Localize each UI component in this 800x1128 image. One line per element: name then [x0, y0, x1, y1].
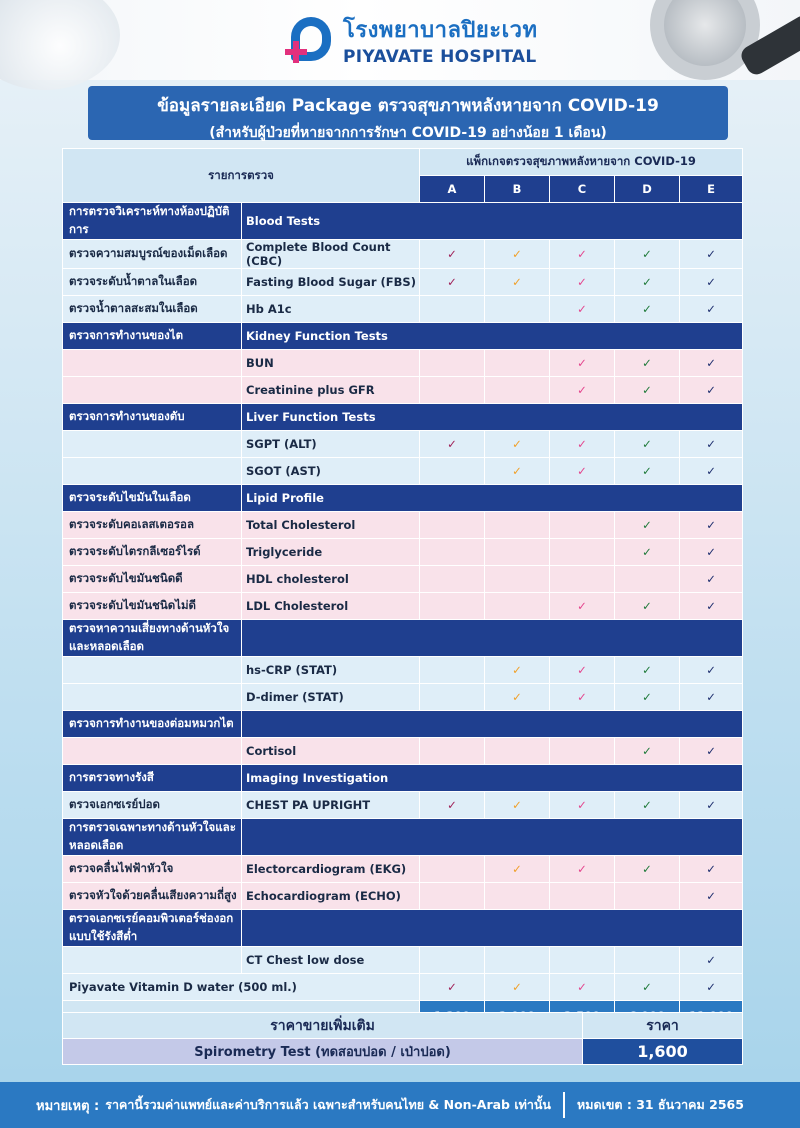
- check-cell-a: [420, 350, 485, 377]
- check-icon: ✓: [706, 247, 716, 261]
- check-cell-e: [680, 738, 743, 765]
- package-table: [62, 148, 743, 1031]
- check-cell-a: [420, 856, 485, 883]
- check-cell-d: [615, 974, 680, 1001]
- package-letter-a: A: [420, 176, 485, 203]
- check-icon: ✓: [447, 798, 457, 812]
- test-name-english: Creatinine plus GFR: [242, 377, 420, 404]
- check-icon: ✓: [512, 798, 522, 812]
- check-cell-e: [680, 684, 743, 711]
- check-icon: ✓: [706, 572, 716, 586]
- test-row: [63, 593, 743, 620]
- expiry-date: หมดเขต : 31 ธันวาคม 2565: [576, 1097, 744, 1112]
- check-icon: ✓: [706, 953, 716, 967]
- test-name-thai: ตรวจเอกซเรย์ปอด: [63, 792, 242, 819]
- check-icon: ✓: [577, 275, 587, 289]
- check-icon: ✓: [512, 663, 522, 677]
- test-name-english: HDL cholesterol: [242, 566, 420, 593]
- section-title-english: Kidney Function Tests: [242, 323, 743, 350]
- check-cell-a: [420, 269, 485, 296]
- test-row: [63, 792, 743, 819]
- section-title-english: Liver Function Tests: [242, 404, 743, 431]
- check-cell-e: [680, 458, 743, 485]
- check-icon: ✓: [706, 545, 716, 559]
- vitamin-label: Piyavate Vitamin D water (500 ml.): [63, 974, 420, 1001]
- test-name-english: Total Cholesterol: [242, 512, 420, 539]
- logo-english-name: PIYAVATE HOSPITAL: [343, 47, 537, 67]
- check-cell-b: [485, 240, 550, 269]
- check-icon: ✓: [642, 356, 652, 370]
- check-icon: ✓: [642, 980, 652, 994]
- section-title-thai: ตรวจการทำงานของไต: [63, 323, 242, 350]
- check-cell-c: [550, 792, 615, 819]
- check-cell-c: [550, 350, 615, 377]
- check-cell-d: [615, 296, 680, 323]
- test-name-english: Fasting Blood Sugar (FBS): [242, 269, 420, 296]
- test-name-english: Cortisol: [242, 738, 420, 765]
- note-label: หมายเหตุ :: [36, 1098, 100, 1114]
- section-title-thai: การตรวจทางรังสี: [63, 765, 242, 792]
- test-name-english: Electorcardiogram (EKG): [242, 856, 420, 883]
- footer-note-bar: [0, 1082, 800, 1128]
- section-header-row: [63, 203, 743, 240]
- check-cell-c: [550, 684, 615, 711]
- check-icon: ✓: [642, 744, 652, 758]
- check-icon: ✓: [577, 356, 587, 370]
- check-cell-c: [550, 512, 615, 539]
- check-cell-e: [680, 377, 743, 404]
- section-header-row: [63, 404, 743, 431]
- check-cell-d: [615, 792, 680, 819]
- check-cell-a: [420, 539, 485, 566]
- check-icon: ✓: [706, 518, 716, 532]
- check-icon: ✓: [577, 383, 587, 397]
- check-cell-b: [485, 657, 550, 684]
- test-name-thai: ตรวจความสมบูรณ์ของเม็ดเลือด: [63, 240, 242, 269]
- check-cell-b: [485, 883, 550, 910]
- test-row: [63, 296, 743, 323]
- check-icon: ✓: [447, 980, 457, 994]
- test-row: [63, 458, 743, 485]
- check-cell-a: [420, 974, 485, 1001]
- check-icon: ✓: [706, 464, 716, 478]
- section-title-thai: ตรวจการทำงานของตับ: [63, 404, 242, 431]
- test-row: [63, 431, 743, 458]
- test-row: [63, 883, 743, 910]
- check-icon: ✓: [512, 862, 522, 876]
- check-icon: ✓: [642, 383, 652, 397]
- check-cell-d: [615, 684, 680, 711]
- check-cell-c: [550, 738, 615, 765]
- title-box: [88, 86, 728, 140]
- test-row: [63, 738, 743, 765]
- section-header-row: [63, 323, 743, 350]
- check-cell-d: [615, 350, 680, 377]
- check-cell-a: [420, 738, 485, 765]
- test-name-thai: [63, 431, 242, 458]
- check-icon: ✓: [642, 798, 652, 812]
- section-title-english: Imaging Investigation: [242, 765, 743, 792]
- test-name-english: SGPT (ALT): [242, 431, 420, 458]
- check-cell-b: [485, 458, 550, 485]
- page-subtitle: (สำหรับผู้ป่วยที่หายจากการรักษา COVID-19 อย่างน้อย 1 เดือน): [209, 125, 607, 141]
- test-row: [63, 240, 743, 269]
- test-name-thai: ตรวจคลื่นไฟฟ้าหัวใจ: [63, 856, 242, 883]
- test-name-english: D-dimer (STAT): [242, 684, 420, 711]
- check-cell-a: [420, 883, 485, 910]
- test-name-thai: [63, 657, 242, 684]
- spirometry-item: Spirometry Test (ทดสอบปอด / เป่าปอด): [63, 1039, 583, 1065]
- note-text: ราคานี้รวมค่าแพทย์และค่าบริการแล้ว เฉพาะสำหรับคนไทย & Non-Arab เท่านั้น: [105, 1097, 551, 1112]
- check-cell-b: [485, 431, 550, 458]
- section-title-english: [242, 910, 743, 947]
- test-name-english: Hb A1c: [242, 296, 420, 323]
- check-cell-c: [550, 883, 615, 910]
- test-name-english: Echocardiogram (ECHO): [242, 883, 420, 910]
- check-cell-d: [615, 657, 680, 684]
- test-name-thai: [63, 350, 242, 377]
- check-icon: ✓: [642, 545, 652, 559]
- check-cell-b: [485, 377, 550, 404]
- check-icon: ✓: [642, 464, 652, 478]
- section-title-thai: ตรวจเอกซเรย์คอมพิวเตอร์ช่องอกแบบใช้รังสีต่ำ: [63, 910, 242, 947]
- test-name-thai: [63, 377, 242, 404]
- check-cell-b: [485, 269, 550, 296]
- check-icon: ✓: [577, 599, 587, 613]
- check-icon: ✓: [706, 663, 716, 677]
- check-cell-e: [680, 350, 743, 377]
- check-cell-e: [680, 974, 743, 1001]
- test-name-thai: ตรวจระดับไตรกลีเซอร์ไรด์: [63, 539, 242, 566]
- check-icon: ✓: [512, 247, 522, 261]
- additional-price-table: [62, 1012, 743, 1065]
- logo-thai-name: โรงพยาบาลปิยะเวท: [343, 18, 538, 43]
- check-cell-b: [485, 792, 550, 819]
- check-cell-a: [420, 512, 485, 539]
- test-name-english: CT Chest low dose: [242, 947, 420, 974]
- check-icon: ✓: [642, 690, 652, 704]
- check-cell-b: [485, 684, 550, 711]
- check-icon: ✓: [706, 980, 716, 994]
- check-cell-b: [485, 974, 550, 1001]
- vitamin-row: [63, 974, 743, 1001]
- test-name-thai: ตรวจระดับน้ำตาลในเลือด: [63, 269, 242, 296]
- test-row: [63, 657, 743, 684]
- check-icon: ✓: [642, 302, 652, 316]
- test-name-english: Complete Blood Count (CBC): [242, 240, 420, 269]
- check-icon: ✓: [642, 862, 652, 876]
- section-header-row: [63, 819, 743, 856]
- check-cell-e: [680, 883, 743, 910]
- test-name-english: Triglyceride: [242, 539, 420, 566]
- check-icon: ✓: [512, 980, 522, 994]
- check-cell-e: [680, 947, 743, 974]
- check-cell-b: [485, 512, 550, 539]
- check-icon: ✓: [577, 862, 587, 876]
- test-name-english: hs-CRP (STAT): [242, 657, 420, 684]
- check-icon: ✓: [706, 437, 716, 451]
- test-name-english: BUN: [242, 350, 420, 377]
- test-name-english: CHEST PA UPRIGHT: [242, 792, 420, 819]
- check-cell-c: [550, 657, 615, 684]
- check-cell-c: [550, 856, 615, 883]
- check-cell-a: [420, 792, 485, 819]
- check-cell-a: [420, 657, 485, 684]
- check-cell-b: [485, 539, 550, 566]
- package-letter-b: B: [485, 176, 550, 203]
- check-icon: ✓: [447, 437, 457, 451]
- section-title-english: [242, 620, 743, 657]
- check-icon: ✓: [577, 464, 587, 478]
- check-cell-a: [420, 566, 485, 593]
- check-cell-d: [615, 856, 680, 883]
- check-cell-c: [550, 377, 615, 404]
- check-cell-e: [680, 269, 743, 296]
- check-icon: ✓: [447, 275, 457, 289]
- check-icon: ✓: [577, 798, 587, 812]
- check-icon: ✓: [706, 356, 716, 370]
- check-cell-c: [550, 269, 615, 296]
- check-cell-a: [420, 296, 485, 323]
- check-icon: ✓: [706, 744, 716, 758]
- check-cell-d: [615, 539, 680, 566]
- check-icon: ✓: [577, 247, 587, 261]
- test-row: [63, 684, 743, 711]
- check-icon: ✓: [577, 437, 587, 451]
- additional-price-header: ราคาขายเพิ่มเติม: [63, 1013, 583, 1039]
- check-icon: ✓: [706, 383, 716, 397]
- check-cell-c: [550, 566, 615, 593]
- check-cell-e: [680, 792, 743, 819]
- check-cell-a: [420, 458, 485, 485]
- check-cell-b: [485, 350, 550, 377]
- check-cell-b: [485, 947, 550, 974]
- test-name-thai: ตรวจระดับคอเลสเตอรอล: [63, 512, 242, 539]
- test-row: [63, 947, 743, 974]
- check-cell-c: [550, 240, 615, 269]
- check-icon: ✓: [642, 663, 652, 677]
- section-title-english: [242, 819, 743, 856]
- package-letter-e: E: [680, 176, 743, 203]
- footer-divider: [563, 1092, 565, 1118]
- check-cell-d: [615, 738, 680, 765]
- test-name-thai: ตรวจระดับไขมันชนิดดี: [63, 566, 242, 593]
- check-icon: ✓: [512, 690, 522, 704]
- check-icon: ✓: [447, 247, 457, 261]
- check-icon: ✓: [642, 518, 652, 532]
- check-cell-e: [680, 539, 743, 566]
- check-icon: ✓: [706, 889, 716, 903]
- check-cell-d: [615, 431, 680, 458]
- check-cell-d: [615, 269, 680, 296]
- section-header-row: [63, 910, 743, 947]
- test-name-thai: ตรวจระดับไขมันชนิดไม่ดี: [63, 593, 242, 620]
- check-cell-a: [420, 240, 485, 269]
- section-title-thai: การตรวจวิเคราะห์ทางห้องปฏิบัติการ: [63, 203, 242, 240]
- hospital-logo: [285, 12, 537, 67]
- section-header-row: [63, 765, 743, 792]
- check-cell-e: [680, 566, 743, 593]
- section-title-thai: การตรวจเฉพาะทางด้านหัวใจและหลอดเลือด: [63, 819, 242, 856]
- item-header: รายการตรวจ: [63, 149, 420, 203]
- section-title-english: Lipid Profile: [242, 485, 743, 512]
- test-name-english: SGOT (AST): [242, 458, 420, 485]
- check-icon: ✓: [706, 275, 716, 289]
- test-name-thai: ตรวจหัวใจด้วยคลื่นเสียงความถี่สูง: [63, 883, 242, 910]
- test-row: [63, 566, 743, 593]
- check-icon: ✓: [706, 690, 716, 704]
- check-cell-b: [485, 738, 550, 765]
- section-title-thai: ตรวจหาความเสี่ยงทางด้านหัวใจและหลอดเลือด: [63, 620, 242, 657]
- check-icon: ✓: [512, 275, 522, 289]
- check-cell-c: [550, 947, 615, 974]
- test-name-thai: [63, 738, 242, 765]
- check-cell-e: [680, 431, 743, 458]
- section-title-thai: ตรวจระดับไขมันในเลือด: [63, 485, 242, 512]
- check-cell-a: [420, 431, 485, 458]
- check-cell-e: [680, 657, 743, 684]
- page-title: ข้อมูลรายละเอียด Package ตรวจสุขภาพหลังหายจาก COVID-19: [157, 96, 659, 116]
- section-header-row: [63, 485, 743, 512]
- check-cell-c: [550, 593, 615, 620]
- check-cell-b: [485, 593, 550, 620]
- check-cell-e: [680, 512, 743, 539]
- check-icon: ✓: [642, 437, 652, 451]
- check-cell-e: [680, 240, 743, 269]
- package-header: แพ็กเกจตรวจสุขภาพหลังหายจาก COVID-19: [420, 149, 743, 176]
- check-cell-e: [680, 296, 743, 323]
- check-cell-e: [680, 856, 743, 883]
- test-row: [63, 539, 743, 566]
- test-name-thai: [63, 684, 242, 711]
- check-icon: ✓: [706, 798, 716, 812]
- section-header-row: [63, 620, 743, 657]
- check-icon: ✓: [642, 275, 652, 289]
- check-icon: ✓: [512, 437, 522, 451]
- check-cell-a: [420, 947, 485, 974]
- check-cell-c: [550, 296, 615, 323]
- check-cell-a: [420, 684, 485, 711]
- check-cell-d: [615, 458, 680, 485]
- check-cell-b: [485, 856, 550, 883]
- test-name-thai: [63, 458, 242, 485]
- test-name-thai: ตรวจน้ำตาลสะสมในเลือด: [63, 296, 242, 323]
- check-cell-c: [550, 458, 615, 485]
- check-cell-d: [615, 947, 680, 974]
- test-row: [63, 512, 743, 539]
- check-cell-a: [420, 377, 485, 404]
- test-row: [63, 856, 743, 883]
- section-title-english: Blood Tests: [242, 203, 743, 240]
- test-row: [63, 377, 743, 404]
- check-cell-c: [550, 431, 615, 458]
- test-name-english: LDL Cholesterol: [242, 593, 420, 620]
- check-icon: ✓: [706, 599, 716, 613]
- check-icon: ✓: [706, 302, 716, 316]
- check-icon: ✓: [706, 862, 716, 876]
- check-cell-a: [420, 593, 485, 620]
- check-cell-c: [550, 539, 615, 566]
- additional-price-col-header: ราคา: [583, 1013, 743, 1039]
- section-header-row: [63, 711, 743, 738]
- test-name-thai: [63, 947, 242, 974]
- check-cell-d: [615, 593, 680, 620]
- section-title-thai: ตรวจการทำงานของต่อมหมวกไต: [63, 711, 242, 738]
- package-letter-c: C: [550, 176, 615, 203]
- check-cell-e: [680, 593, 743, 620]
- check-cell-c: [550, 974, 615, 1001]
- check-cell-d: [615, 512, 680, 539]
- test-row: [63, 269, 743, 296]
- check-cell-d: [615, 883, 680, 910]
- check-icon: ✓: [512, 464, 522, 478]
- check-icon: ✓: [642, 599, 652, 613]
- check-icon: ✓: [642, 247, 652, 261]
- section-title-english: [242, 711, 743, 738]
- check-icon: ✓: [577, 302, 587, 316]
- check-cell-d: [615, 240, 680, 269]
- check-icon: ✓: [577, 690, 587, 704]
- check-cell-d: [615, 377, 680, 404]
- test-row: [63, 350, 743, 377]
- check-icon: ✓: [577, 980, 587, 994]
- check-cell-b: [485, 296, 550, 323]
- logo-icon: [285, 15, 335, 65]
- package-letter-d: D: [615, 176, 680, 203]
- check-cell-d: [615, 566, 680, 593]
- check-cell-b: [485, 566, 550, 593]
- check-icon: ✓: [577, 663, 587, 677]
- spirometry-price: 1,600: [583, 1039, 743, 1065]
